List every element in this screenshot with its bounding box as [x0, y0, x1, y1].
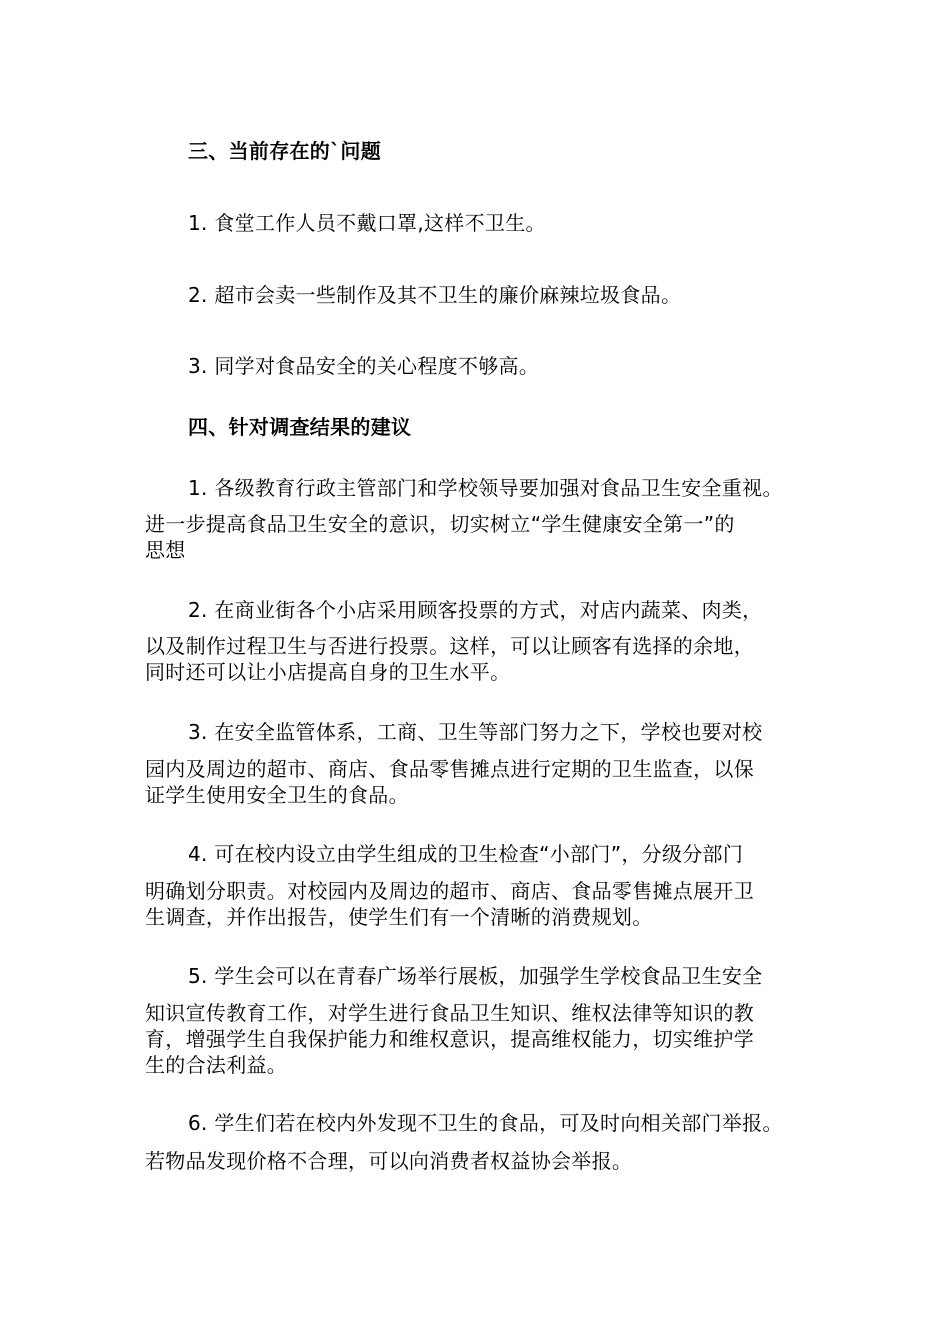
suggestion-5-line-3: 育，增强学生自我保护能力和维权意识，提高维权能力，切实维护学 — [145, 1027, 754, 1051]
suggestion-1-line-2: 进一步提高食品卫生安全的意识，切实树立“学生健康安全第一”的 — [145, 512, 735, 536]
suggestion-4-line-3: 生调查，并作出报告，使学生们有一个清晰的消费规划。 — [145, 905, 653, 929]
suggestion-3-line-2: 园内及周边的超市、商店、食品零售摊点进行定期的卫生监查，以保 — [145, 757, 754, 781]
suggestion-6-line-1: 6. 学生们若在校内外发现不卫生的食品，可及时向相关部门举报。 — [188, 1111, 783, 1135]
suggestion-5-line-4: 生的合法利益。 — [145, 1053, 288, 1077]
suggestion-1-line-3: 思想 — [145, 538, 186, 562]
suggestion-4-line-2: 明确划分职责。对校园内及周边的超市、商店、食品零售摊点展开卫 — [145, 879, 754, 903]
suggestion-3-line-3: 证学生使用安全卫生的食品。 — [145, 783, 409, 807]
suggestion-2-line-2: 以及制作过程卫生与否进行投票。这样，可以让顾客有选择的余地， — [145, 634, 754, 658]
suggestion-6-line-2: 若物品发现价格不合理，可以向消费者权益协会举报。 — [145, 1149, 633, 1173]
suggestion-5-line-2: 知识宣传教育工作，对学生进行食品卫生知识、维权法律等知识的教 — [145, 1001, 754, 1025]
suggestion-5-line-1: 5. 学生会可以在青春广场举行展板，加强学生学校食品卫生安全 — [188, 964, 763, 988]
suggestion-2-line-1: 2. 在商业街各个小店采用顾客投票的方式，对店内蔬菜、肉类， — [188, 598, 763, 622]
problem-item-1: 1. 食堂工作人员不戴口罩,这样不卫生。 — [188, 211, 546, 235]
suggestion-2-line-3: 同时还可以让小店提高自身的卫生水平。 — [145, 660, 511, 684]
suggestion-3-line-1: 3. 在安全监管体系，工商、卫生等部门努力之下，学校也要对校 — [188, 720, 763, 744]
problem-item-2: 2. 超市会卖一些制作及其不卫生的廉价麻辣垃圾食品。 — [188, 283, 682, 307]
section-3-heading: 三、当前存在的`问题 — [188, 139, 381, 163]
section-4-heading: 四、针对调查结果的建议 — [188, 415, 412, 439]
problem-item-3: 3. 同学对食品安全的关心程度不够高。 — [188, 354, 540, 378]
suggestion-1-line-1: 1. 各级教育行政主管部门和学校领导要加强对食品卫生安全重视。 — [188, 476, 783, 500]
suggestion-4-line-1: 4. 可在校内设立由学生组成的卫生检查“小部门”，分级分部门 — [188, 842, 744, 866]
